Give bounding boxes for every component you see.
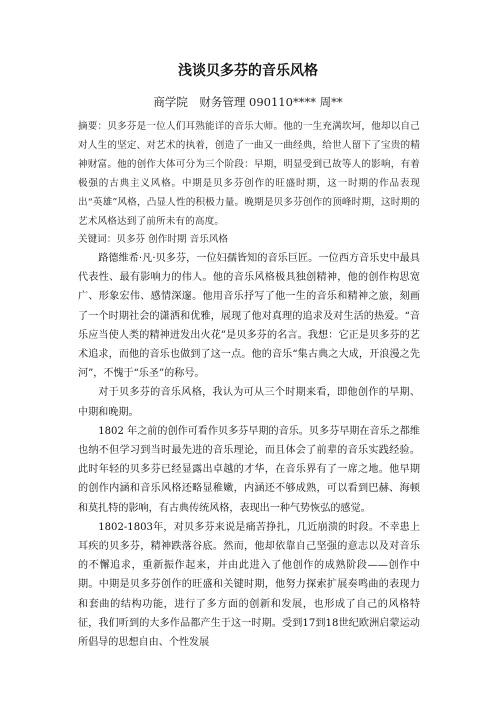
paragraph: 路德维希·凡·贝多芬，一位妇孺皆知的音乐巨匠。一位西方音乐史中最具代表性、最有影响力的伟人。他的音乐风格极具独创精神，他的创作构思宽广、形象宏伟、感情深邃。他用音乐抒写了他一生的音乐和精神之旅，刻画了一个时期社会的潇洒和优雅，展现了他对真理的追求及对生活的热爱。“音乐应当使人类的精神迸发出火花”是贝多芬的名言。我想：它正是贝多芬的艺术追求，而他的音乐也做到了这一点。他的音乐“集古典之大成，开浪漫之先河”，不愧于“乐圣”的称号。 xyxy=(78,253,420,380)
author-byline: 商学院 财务管理 090110**** 周** xyxy=(153,95,343,109)
paragraph: 1802-1803年，对贝多芬来说是痛苦挣扎，几近崩溃的时段。不幸患上耳疾的贝多芬，精神跌落谷底。然而，他却依靠自己坚强的意志以及对音乐的不懈追求，重新振作起来，并由此进入了他创作的成熟阶段——创作中期。中期是贝多芬创作的旺盛和关键时期，他努力探索扩展奏鸣曲的表现力和套曲的结构功能，进行了多方面的创新和发展，也形成了自己的风格特征，我们听到的大多作品都产生于这一时期。受到17到18世纪欧洲启蒙运动所倡导的思想自由、个性发展 xyxy=(78,521,420,649)
abstract: 摘要：贝多芬是一位人们耳熟能详的音乐大师。他的一生充满坎坷，他却以自己对人生的坚定、对艺术的执着，创造了一曲又一曲经典，给世人留下了宝贵的精神财富。他的创作大体可分为三个阶段：早期，明显受到已故等人的影响，有着极强的古典主义风格。中期是贝多芬创作的旺盛时期，这一时期的作品表现出“英雄”风格，凸显人性的积极力量。晚期是贝多芬创作的顶峰时期，这时期的艺术风格达到了前所未有的高度。 xyxy=(78,121,420,227)
keywords: 关键词：贝多芬 创作时期 音乐风格 xyxy=(78,234,229,245)
body-text xyxy=(78,249,420,652)
document-title: 浅谈贝多芬的音乐风格 xyxy=(178,63,318,79)
paragraph: 对于贝多芬的音乐风格，我认为可从三个时期来看，即他创作的早期、中期和晚期。 xyxy=(78,387,420,418)
paragraph: 1802 年之前的创作可看作贝多芬早期的音乐。贝多芬早期在音乐之都维也纳不但学习到当时最先进的音乐理论，而且体会了前辈的音乐实践经验。此时年轻的贝多芬已经显露出卓越的才华，在音乐界有了一席之地。他早期的创作内涵和音乐风格还略显稚嫩，内涵还不够成熟，可以看到巴赫、海顿和莫扎特的影响，有古典传统风格，表现出一种气势恢弘的感觉。 xyxy=(78,425,420,514)
